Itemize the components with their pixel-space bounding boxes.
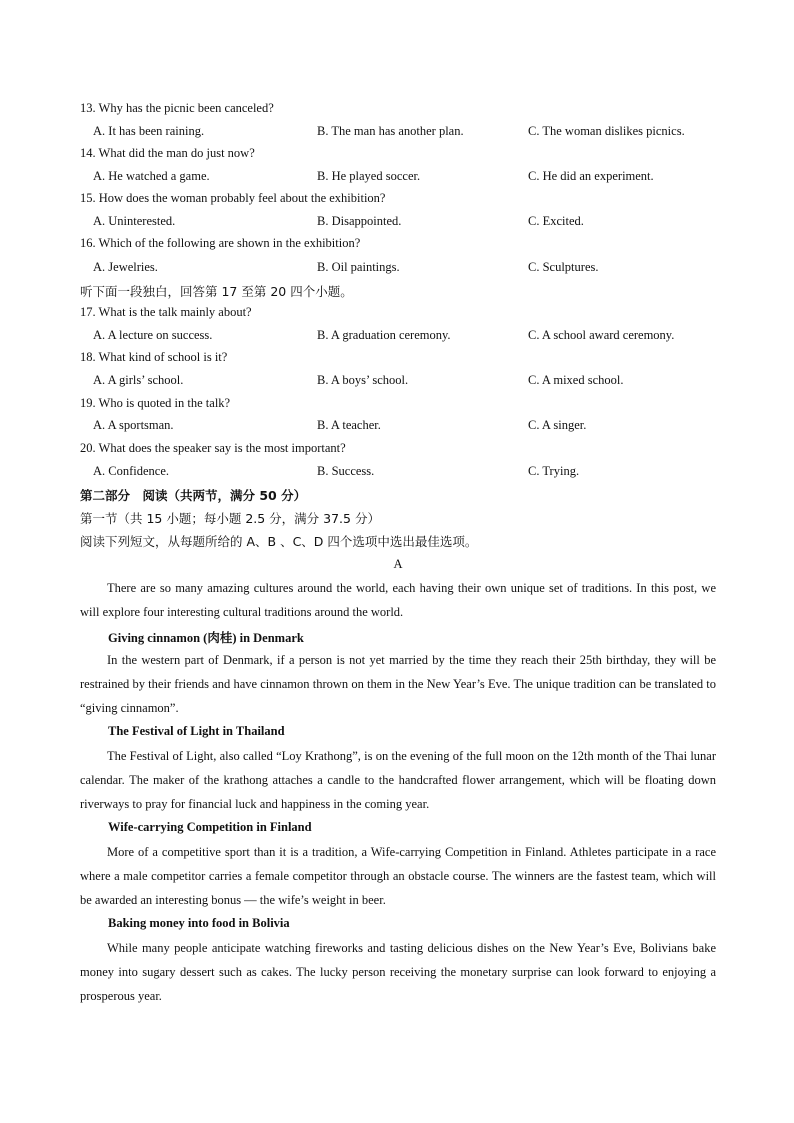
section-body-finland: More of a competitive sport than it is a tradition, a Wife-carrying Competition in Finland. Athletes participate in a race where a male competitor carries a female competitor through an obstacle course. The winners are the fastest team, which will be awarded an interesting bonus — the wife’s weight in beer.	[80, 845, 716, 907]
option-c: C. A mixed school.	[528, 373, 624, 387]
reading-instruction: 阅读下列短文，从每题所给的 A、B 、C、D 四个选项中选出最佳选项。	[80, 534, 478, 549]
option-c: C. Trying.	[528, 464, 580, 478]
question-13-stem: 13. Why has the picnic been canceled?	[80, 101, 274, 115]
option-b: B. He played soccer.	[317, 169, 421, 183]
section1-title: 第一节（共 15 小题；每小题 2.5 分，满分 37.5 分）	[80, 511, 380, 526]
option-c: C. A singer.	[528, 418, 587, 432]
question-18-stem: 18. What kind of school is it?	[80, 350, 228, 364]
option-a: A. A girls’ school.	[93, 373, 184, 387]
section-body-denmark: In the western part of Denmark, if a person is not yet married by the time they reach their 25th birthday, they will be restrained by their friends and have cinnamon thrown on them in the New Year’s Eve. The unique tradition can be translated to “giving cinnamon”.	[80, 653, 716, 715]
question-19-stem: 19. Who is quoted in the talk?	[80, 396, 231, 410]
question-20-stem: 20. What does the speaker say is the most important?	[80, 441, 346, 455]
option-a: A. A lecture on success.	[93, 328, 213, 342]
option-b: B. The man has another plan.	[317, 124, 464, 138]
option-a: A. It has been raining.	[93, 124, 205, 138]
question-14-stem: 14. What did the man do just now?	[80, 146, 255, 160]
passage-label: A	[393, 557, 403, 571]
option-b: B. Oil paintings.	[317, 260, 400, 274]
section-title-thailand: The Festival of Light in Thailand	[108, 724, 285, 738]
passage-intro: There are so many amazing cultures around the world, each having their own unique set of traditions. In this post, we will explore four interesting cultural traditions around the world.	[80, 581, 716, 619]
option-a: A. A sportsman.	[93, 418, 174, 432]
question-17-stem: 17. What is the talk mainly about?	[80, 305, 252, 319]
option-b: B. A teacher.	[317, 418, 381, 432]
option-b: B. A graduation ceremony.	[317, 328, 451, 342]
option-a: A. He watched a game.	[93, 169, 210, 183]
option-b: B. A boys’ school.	[317, 373, 409, 387]
section-title-denmark: Giving cinnamon (肉桂) in Denmark	[108, 631, 304, 645]
question-15-stem: 15. How does the woman probably feel about the exhibition?	[80, 191, 386, 205]
question-16-stem: 16. Which of the following are shown in the exhibition?	[80, 236, 361, 250]
section-title-bolivia: Baking money into food in Bolivia	[108, 916, 290, 930]
section-body-bolivia: While many people anticipate watching fireworks and tasting delicious dishes on the New Year’s Eve, Bolivians bake money into sugary dessert such as cakes. The lucky person receiving the monetary surprise can look forward to enjoying a prosperous year.	[80, 941, 716, 1003]
option-c: C. He did an experiment.	[528, 169, 654, 183]
option-c: C. A school award ceremony.	[528, 328, 675, 342]
part2-title: 第二部分 阅读（共两节，满分 50 分）	[80, 488, 307, 503]
option-c: C. Sculptures.	[528, 260, 599, 274]
option-a: A. Jewelries.	[93, 260, 158, 274]
option-b: B. Success.	[317, 464, 375, 478]
option-a: A. Confidence.	[93, 464, 170, 478]
option-c: C. The woman dislikes picnics.	[528, 124, 685, 138]
option-b: B. Disappointed.	[317, 214, 402, 228]
monologue-instruction: 听下面一段独白，回答第 17 至第 20 四个小题。	[80, 284, 353, 299]
section-body-thailand: The Festival of Light, also called “Loy Krathong”, is on the evening of the full moon on the 12th month of the Thai lunar calendar. The maker of the krathong attaches a candle to the handcrafted flower arrangement, which will be floating down riverways to pray for financial luck and happiness in the coming year.	[80, 749, 716, 811]
option-a: A. Uninterested.	[93, 214, 176, 228]
option-c: C. Excited.	[528, 214, 584, 228]
section-title-finland: Wife-carrying Competition in Finland	[108, 820, 312, 834]
